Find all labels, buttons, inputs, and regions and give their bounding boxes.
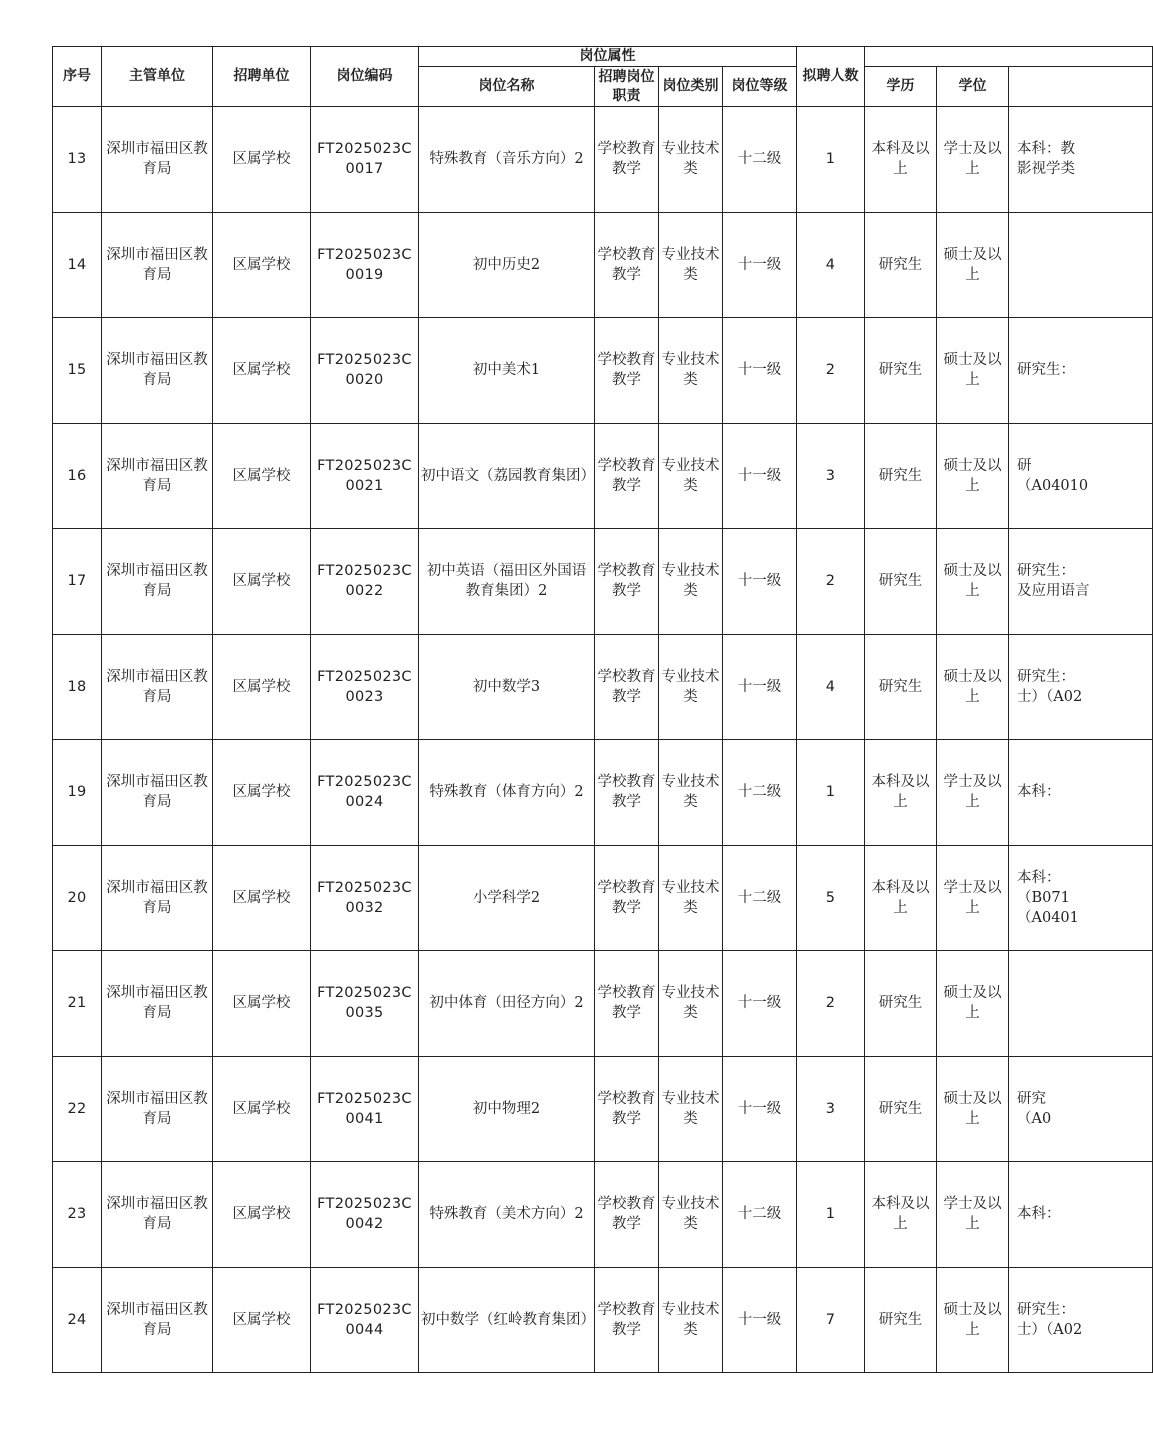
cell-seq: 17 [53, 529, 102, 635]
cell-dept: 深圳市福田区教育局 [102, 740, 213, 846]
table-row [53, 318, 1153, 424]
cell-category: 专业技术类 [659, 107, 723, 213]
cell-seq: 15 [53, 318, 102, 424]
code-part: 0042 [345, 1216, 384, 1233]
cell-duty: 学校教育教学 [595, 1056, 659, 1162]
cell-duty: 学校教育教学 [595, 845, 659, 951]
cell-seq: 20 [53, 845, 102, 951]
code-part: FT2025023C [317, 1301, 412, 1318]
cell-count: 1 [797, 1162, 865, 1268]
code-part: 0023 [345, 688, 384, 705]
code-part: 0021 [345, 477, 384, 494]
cell-level: 十一级 [723, 951, 797, 1057]
cell-level: 十一级 [723, 212, 797, 318]
cell-count: 1 [797, 740, 865, 846]
cell-dept: 深圳市福田区教育局 [102, 951, 213, 1057]
cell-dept: 深圳市福田区教育局 [102, 212, 213, 318]
cell-code [311, 951, 419, 1057]
cell-code [311, 318, 419, 424]
cell-level: 十一级 [723, 529, 797, 635]
cell-major [1009, 529, 1153, 635]
cell-dept: 深圳市福田区教育局 [102, 1162, 213, 1268]
cell-level: 十一级 [723, 1056, 797, 1162]
major-line: 研 [1017, 457, 1032, 474]
major-line: 本科： [1017, 1206, 1061, 1223]
code-part: 0024 [345, 794, 384, 811]
cell-category: 专业技术类 [659, 529, 723, 635]
cell-unit: 区属学校 [213, 212, 311, 318]
cell-edu: 研究生 [865, 1056, 937, 1162]
major-line: 研究生： [1017, 1301, 1075, 1318]
cell-name: 初中英语（福田区外国语教育集团）2 [419, 529, 595, 635]
code-part: FT2025023C [317, 985, 412, 1002]
cell-seq: 21 [53, 951, 102, 1057]
header-name: 岗位名称 [419, 67, 595, 107]
cell-major [1009, 1056, 1153, 1162]
cell-count: 2 [797, 318, 865, 424]
header-code: 岗位编码 [311, 47, 419, 107]
header-requirements-group [865, 47, 1153, 67]
cell-level: 十二级 [723, 107, 797, 213]
cell-edu: 研究生 [865, 318, 937, 424]
cell-name: 初中体育（田径方向）2 [419, 951, 595, 1057]
cell-code [311, 423, 419, 529]
code-part: FT2025023C [317, 774, 412, 791]
cell-duty: 学校教育教学 [595, 1267, 659, 1373]
cell-unit: 区属学校 [213, 1056, 311, 1162]
cell-code [311, 1162, 419, 1268]
cell-category: 专业技术类 [659, 1056, 723, 1162]
header-edu: 学历 [865, 67, 937, 107]
table-row [53, 1056, 1153, 1162]
cell-duty: 学校教育教学 [595, 529, 659, 635]
cell-name: 特殊教育（音乐方向）2 [419, 107, 595, 213]
cell-dept: 深圳市福田区教育局 [102, 845, 213, 951]
cell-level: 十二级 [723, 845, 797, 951]
cell-count: 1 [797, 107, 865, 213]
major-line: （A04010 [1017, 477, 1089, 494]
code-part: FT2025023C [317, 668, 412, 685]
code-part: FT2025023C [317, 141, 412, 158]
cell-edu: 研究生 [865, 951, 937, 1057]
cell-name: 小学科学2 [419, 845, 595, 951]
table-row [53, 107, 1153, 213]
header-category: 岗位类别 [659, 67, 723, 107]
cell-count: 2 [797, 951, 865, 1057]
cell-edu: 本科及以上 [865, 845, 937, 951]
cell-seq: 18 [53, 634, 102, 740]
cell-seq: 14 [53, 212, 102, 318]
header-seq: 序号 [53, 47, 102, 107]
cell-degree: 学士及以上 [937, 845, 1009, 951]
table-row [53, 845, 1153, 951]
cell-seq: 23 [53, 1162, 102, 1268]
cell-name: 初中语文（荔园教育集团） [419, 423, 595, 529]
cell-duty: 学校教育教学 [595, 951, 659, 1057]
header-row-1 [53, 47, 1153, 67]
major-line: 研究生： [1017, 563, 1075, 580]
cell-count: 3 [797, 1056, 865, 1162]
cell-name: 初中历史2 [419, 212, 595, 318]
cell-dept: 深圳市福田区教育局 [102, 634, 213, 740]
code-part: 0019 [345, 266, 384, 283]
cell-edu: 本科及以上 [865, 740, 937, 846]
cell-level: 十一级 [723, 1267, 797, 1373]
cell-category: 专业技术类 [659, 318, 723, 424]
header-unit: 招聘单位 [213, 47, 311, 107]
cell-degree: 学士及以上 [937, 740, 1009, 846]
code-part: 0017 [345, 161, 384, 178]
cell-category: 专业技术类 [659, 1267, 723, 1373]
code-part: 0032 [345, 899, 384, 916]
major-line: 本科： [1017, 869, 1061, 886]
cell-degree: 硕士及以上 [937, 529, 1009, 635]
table-row [53, 529, 1153, 635]
cell-unit: 区属学校 [213, 1162, 311, 1268]
cell-name: 初中物理2 [419, 1056, 595, 1162]
cell-major [1009, 318, 1153, 424]
cell-edu: 研究生 [865, 1267, 937, 1373]
cell-category: 专业技术类 [659, 212, 723, 318]
cell-category: 专业技术类 [659, 951, 723, 1057]
cell-degree: 硕士及以上 [937, 423, 1009, 529]
major-line: 研究生： [1017, 362, 1075, 379]
cell-degree: 硕士及以上 [937, 1056, 1009, 1162]
cell-edu: 研究生 [865, 423, 937, 529]
cell-name: 初中数学3 [419, 634, 595, 740]
cell-unit: 区属学校 [213, 1267, 311, 1373]
table-row [53, 634, 1153, 740]
header-attr-group: 岗位属性 [419, 47, 797, 67]
cell-count: 7 [797, 1267, 865, 1373]
code-part: FT2025023C [317, 1090, 412, 1107]
cell-unit: 区属学校 [213, 529, 311, 635]
cell-seq: 19 [53, 740, 102, 846]
cell-edu: 研究生 [865, 634, 937, 740]
cell-seq: 22 [53, 1056, 102, 1162]
cell-dept: 深圳市福田区教育局 [102, 529, 213, 635]
cell-level: 十一级 [723, 423, 797, 529]
cell-code [311, 740, 419, 846]
cell-degree: 硕士及以上 [937, 212, 1009, 318]
cell-code [311, 1267, 419, 1373]
cell-unit: 区属学校 [213, 107, 311, 213]
code-part: FT2025023C [317, 457, 412, 474]
major-line: 本科： [1017, 784, 1061, 801]
cell-level: 十二级 [723, 740, 797, 846]
cell-code [311, 529, 419, 635]
cell-duty: 学校教育教学 [595, 212, 659, 318]
cell-category: 专业技术类 [659, 740, 723, 846]
header-major [1009, 67, 1153, 107]
cell-edu: 研究生 [865, 529, 937, 635]
cell-duty: 学校教育教学 [595, 107, 659, 213]
major-line: 本科：教 [1017, 141, 1075, 158]
cell-code [311, 845, 419, 951]
cell-duty: 学校教育教学 [595, 1162, 659, 1268]
code-part: 0022 [345, 583, 384, 600]
cell-major [1009, 845, 1153, 951]
code-part: FT2025023C [317, 352, 412, 369]
cell-level: 十一级 [723, 318, 797, 424]
cell-unit: 区属学校 [213, 423, 311, 529]
cell-duty: 学校教育教学 [595, 423, 659, 529]
cell-dept: 深圳市福田区教育局 [102, 318, 213, 424]
cell-dept: 深圳市福田区教育局 [102, 107, 213, 213]
cell-major [1009, 740, 1153, 846]
cell-name: 初中数学（红岭教育集团） [419, 1267, 595, 1373]
cell-major [1009, 951, 1153, 1057]
cell-dept: 深圳市福田区教育局 [102, 1056, 213, 1162]
code-part: 0041 [345, 1110, 384, 1127]
cell-code [311, 1056, 419, 1162]
code-part: FT2025023C [317, 879, 412, 896]
cell-degree: 硕士及以上 [937, 634, 1009, 740]
cell-degree: 学士及以上 [937, 1162, 1009, 1268]
code-part: FT2025023C [317, 1196, 412, 1213]
major-line: 及应用语言 [1017, 583, 1090, 600]
cell-major [1009, 1162, 1153, 1268]
header-duty: 招聘岗位职责 [595, 67, 659, 107]
major-line: 士）（A02 [1017, 688, 1083, 705]
cell-major [1009, 107, 1153, 213]
cell-count: 3 [797, 423, 865, 529]
cell-major [1009, 212, 1153, 318]
major-line: （A0 [1017, 1110, 1052, 1127]
major-line: 士）（A02 [1017, 1321, 1083, 1338]
cell-seq: 24 [53, 1267, 102, 1373]
table-row [53, 1162, 1153, 1268]
cell-degree: 学士及以上 [937, 107, 1009, 213]
cell-major [1009, 1267, 1153, 1373]
major-line: 研究 [1017, 1090, 1046, 1107]
cell-duty: 学校教育教学 [595, 634, 659, 740]
cell-edu: 研究生 [865, 212, 937, 318]
table-row [53, 212, 1153, 318]
major-line: 影视学类 [1017, 161, 1075, 178]
cell-code [311, 634, 419, 740]
cell-dept: 深圳市福田区教育局 [102, 1267, 213, 1373]
cell-dept: 深圳市福田区教育局 [102, 423, 213, 529]
cell-name: 特殊教育（美术方向）2 [419, 1162, 595, 1268]
code-part: FT2025023C [317, 246, 412, 263]
cell-category: 专业技术类 [659, 1162, 723, 1268]
table-row [53, 1267, 1153, 1373]
code-part: FT2025023C [317, 563, 412, 580]
cell-code [311, 107, 419, 213]
cell-category: 专业技术类 [659, 845, 723, 951]
header-dept: 主管单位 [102, 47, 213, 107]
cell-category: 专业技术类 [659, 634, 723, 740]
cell-name: 特殊教育（体育方向）2 [419, 740, 595, 846]
cell-degree: 硕士及以上 [937, 1267, 1009, 1373]
cell-duty: 学校教育教学 [595, 318, 659, 424]
recruitment-table [52, 46, 1153, 1373]
cell-count: 5 [797, 845, 865, 951]
cell-duty: 学校教育教学 [595, 740, 659, 846]
cell-level: 十二级 [723, 1162, 797, 1268]
cell-major [1009, 423, 1153, 529]
header-count: 拟聘人数 [797, 47, 865, 107]
cell-edu: 本科及以上 [865, 1162, 937, 1268]
cell-count: 4 [797, 212, 865, 318]
code-part: 0020 [345, 372, 384, 389]
major-line: （B071 [1017, 889, 1070, 906]
cell-unit: 区属学校 [213, 634, 311, 740]
cell-category: 专业技术类 [659, 423, 723, 529]
cell-count: 2 [797, 529, 865, 635]
cell-degree: 硕士及以上 [937, 951, 1009, 1057]
cell-seq: 16 [53, 423, 102, 529]
cell-unit: 区属学校 [213, 845, 311, 951]
code-part: 0035 [345, 1005, 384, 1022]
cell-edu: 本科及以上 [865, 107, 937, 213]
table-row [53, 423, 1153, 529]
cell-seq: 13 [53, 107, 102, 213]
cell-unit: 区属学校 [213, 951, 311, 1057]
cell-level: 十一级 [723, 634, 797, 740]
cell-degree: 硕士及以上 [937, 318, 1009, 424]
cell-major [1009, 634, 1153, 740]
cell-unit: 区属学校 [213, 740, 311, 846]
cell-name: 初中美术1 [419, 318, 595, 424]
table-row [53, 740, 1153, 846]
code-part: 0044 [345, 1321, 384, 1338]
table-row [53, 951, 1153, 1057]
major-line: 研究生： [1017, 668, 1075, 685]
cell-unit: 区属学校 [213, 318, 311, 424]
header-degree: 学位 [937, 67, 1009, 107]
cell-count: 4 [797, 634, 865, 740]
cell-code [311, 212, 419, 318]
major-line: （A0401 [1017, 909, 1079, 926]
header-level: 岗位等级 [723, 67, 797, 107]
